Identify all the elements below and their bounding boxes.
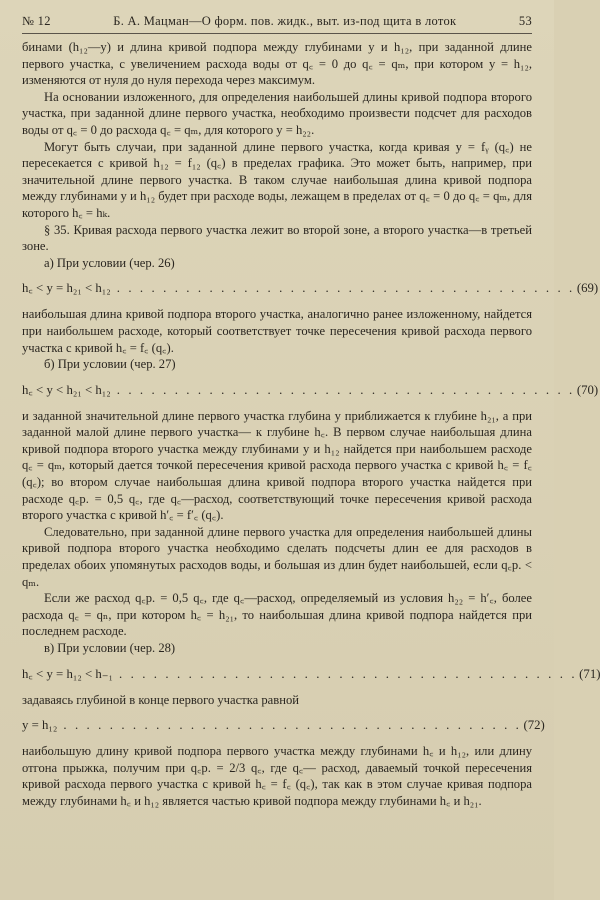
- paragraph: наибольшая длина кривой подпора второго участка, аналогично ранее изложенному, найдется при наибольшем расходе, который соответствует точке пересечения кривой расхода первого участка с кривой h꜀ = f꜀ (q꜀).: [22, 307, 532, 355]
- equation: [22, 280, 599, 297]
- equation: [22, 717, 545, 734]
- paragraph: в) При условии (чер. 28): [44, 641, 176, 655]
- running-header: [22, 14, 532, 34]
- paragraph: задаваясь глубиной в конце первого участка равной: [22, 692, 299, 707]
- paragraph: Могут быть случаи, при заданной длине первого участка, когда кривая y = fᵧ (q꜀) не пересекается с кривой h₁₂ = f₁₂ (q꜀) в пределах графика. Это может быть, например, при значительной длине первого участка. В таком случае наибольшая длина кривой подпора между глубинами y и h₁₂ будет при расходе воды, лежащем в пределах от q꜀ = 0 до q꜀ = qₘ, для которого h꜀ = hₖ.: [22, 139, 532, 220]
- paragraph: наибольшую длину кривой подпора первого участка между глубинами h꜀ и h₁₂, или длину отгона прыжка, получим при q꜀р. = 2/3 q꜀, где q꜀— расход, даваемый точкой пересечения кривой расхода первого участка с кривой h꜀ = f꜀ (q꜀), так как в этом случае кривая подпора между глубинами h꜀ и h₁₂ является частью кривой подпора между глубинами h꜀ и h₂₁.: [22, 744, 532, 808]
- equation-expression: y = h₁₂: [22, 718, 58, 733]
- leader-dots: . . . . . . . . . . . . . . . . . . . . . . . . . . . . . . . . . . . . . . . .: [116, 382, 575, 397]
- paragraph: б) При условии (чер. 27): [44, 357, 176, 372]
- equation-number: (71): [579, 666, 600, 681]
- paragraph: Если же расход q꜀р. = 0,5 q꜀, где q꜀—расход, определяемый из условия h₂₂ = h′꜀, более расхода q꜀ = qₙ, при котором h꜀ = h₂₁, то наибольшая длина кривой подпора найдется при последнем расходе.: [22, 591, 532, 639]
- equation: [22, 382, 599, 399]
- paragraph: Следовательно, при заданной длине первого участка для определения наибольшей длины кривой подпора второго участка необходимо сделать подсчеты длин ее для расходов в пределах обоих упомянутых расходов воды, и большая из длин будет наибольшей, если q꜀р. < qₘ.: [22, 524, 532, 589]
- paragraph: § 35. Кривая расхода первого участка лежит во второй зоне, а второго участка—в третьей зоне.: [22, 222, 532, 254]
- equation-number: (69): [576, 281, 599, 296]
- page-number: 53: [518, 14, 532, 28]
- equation: [22, 666, 600, 683]
- leader-dots: . . . . . . . . . . . . . . . . . . . . . . . . . . . . . . . . . . . . . . . .: [63, 718, 522, 733]
- equation-expression: h꜀ < y = h₁₂ < h₋₁: [22, 666, 114, 681]
- equation-expression: h꜀ < y < h₂₁ < h₁₂: [22, 382, 111, 397]
- equation-number: (70): [576, 382, 599, 397]
- leader-dots: . . . . . . . . . . . . . . . . . . . . . . . . . . . . . . . . . . . . . . . .: [116, 281, 575, 296]
- paragraph: На основании изложенного, для определения наибольшей длины кривой подпора второго участка, при заданной длине первого участка, необходимо произвести подсчет для расходов воды от q꜀ = 0 до расхода q꜀ = qₘ, для которого y = h₂₂.: [22, 89, 532, 137]
- running-title: Б. А. Мацман—О форм. пов. жидк., выт. из-под щита в лоток: [113, 14, 457, 28]
- paragraph: и заданной значительной длине первого участка глубина y приближается к глубине h₂₁, а при заданной малой длине первого участка— к глубине h꜀. В первом случае наибольшая длина кривой подпора второго участка между глубинами y и h₁₂ найдется при наибольшем расходе q꜀ = qₘ, который дается точкой пересечения кривой расхода первого участка с кривой h꜀ = f꜀ (q꜀); во втором случае наибольшая длина кривой подпора второго участка найдется при расходе q꜀р. = 0,5 q꜀, где q꜀—расход, соответствующий точке пересечения кривой расхода второго участка с кривой h′꜀ = f′꜀ (q꜀).: [22, 408, 532, 523]
- equation-expression: h꜀ < y = h₂₁ < h₁₂: [22, 281, 111, 296]
- equation-number: (72): [523, 718, 545, 733]
- issue-number: № 12: [22, 14, 51, 28]
- paragraph: бинами (h₁₂—y) и длина кривой подпора между глубинами y и h₁₂, при заданной длине первого участка, с увеличением расхода воды от q꜀ = 0 до q꜀ = qₘ, при котором y = h₁₂, изменяются от нуля до нуля перехода через максимум.: [22, 40, 532, 88]
- article-body: [22, 39, 600, 810]
- leader-dots: . . . . . . . . . . . . . . . . . . . . . . . . . . . . . . . . . . . . . . . .: [119, 666, 578, 681]
- paragraph: а) При условии (чер. 26): [44, 255, 175, 270]
